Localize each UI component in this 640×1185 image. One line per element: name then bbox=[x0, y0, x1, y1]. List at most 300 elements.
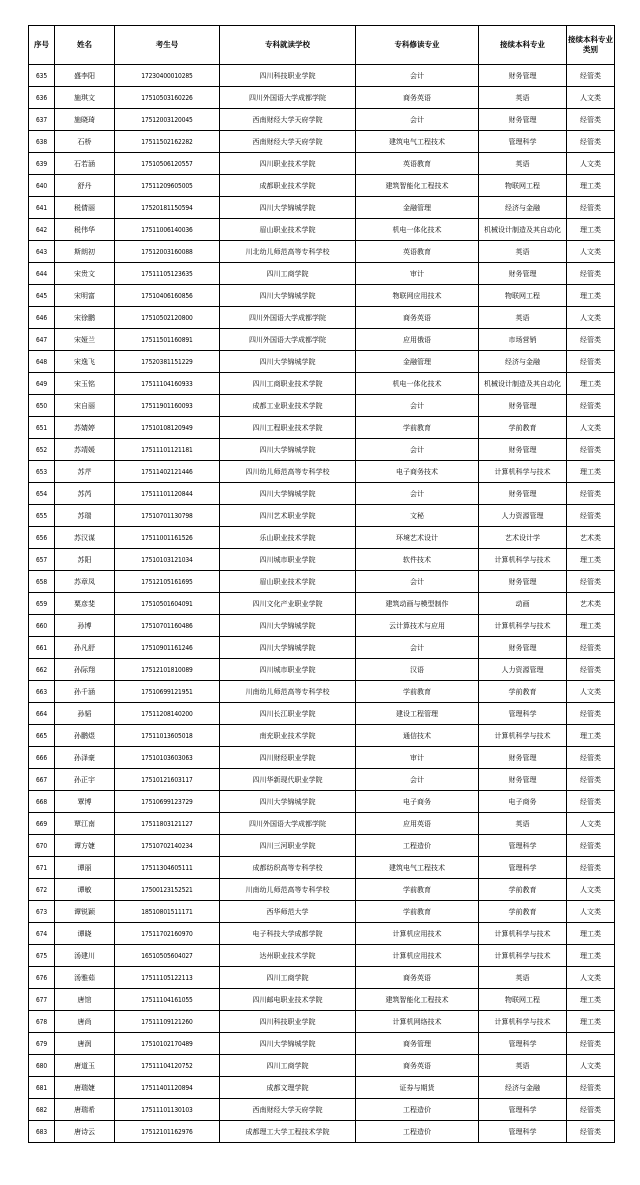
table-row bbox=[29, 1121, 615, 1143]
name-cell: 宋逸飞 bbox=[55, 351, 115, 373]
major-category-cell: 人文类 bbox=[567, 681, 615, 703]
college-cell: 四川邮电职业技术学院 bbox=[220, 989, 356, 1011]
major-category-cell: 经管类 bbox=[567, 505, 615, 527]
major-category-cell: 艺术类 bbox=[567, 527, 615, 549]
table-row bbox=[29, 1099, 615, 1121]
name-cell: 税倩丽 bbox=[55, 197, 115, 219]
major-category-cell: 经管类 bbox=[567, 857, 615, 879]
index-cell: 683 bbox=[29, 1121, 55, 1143]
candidate-number-cell: 17512101162976 bbox=[115, 1121, 220, 1143]
college-major-cell: 文秘 bbox=[356, 505, 479, 527]
name-cell: 孙千涵 bbox=[55, 681, 115, 703]
table-row bbox=[29, 901, 615, 923]
college-major-cell: 商务英语 bbox=[356, 307, 479, 329]
name-cell: 孙泽豪 bbox=[55, 747, 115, 769]
college-major-cell: 商务管理 bbox=[356, 1033, 479, 1055]
table-body bbox=[29, 65, 615, 1143]
candidate-number-cell: 17511105123635 bbox=[115, 263, 220, 285]
table-row bbox=[29, 813, 615, 835]
name-cell: 孙鹏煜 bbox=[55, 725, 115, 747]
index-cell: 675 bbox=[29, 945, 55, 967]
bachelor-major-cell: 电子商务 bbox=[479, 791, 567, 813]
index-cell: 668 bbox=[29, 791, 55, 813]
major-category-cell: 人文类 bbox=[567, 901, 615, 923]
college-cell: 四川外国语大学成都学院 bbox=[220, 329, 356, 351]
table-row bbox=[29, 373, 615, 395]
major-category-cell: 经管类 bbox=[567, 835, 615, 857]
index-cell: 664 bbox=[29, 703, 55, 725]
college-cell: 川北幼儿师范高等专科学校 bbox=[220, 241, 356, 263]
major-category-cell: 理工类 bbox=[567, 549, 615, 571]
major-category-cell: 经管类 bbox=[567, 483, 615, 505]
candidate-number-cell: 17510501604091 bbox=[115, 593, 220, 615]
index-cell: 650 bbox=[29, 395, 55, 417]
bachelor-major-cell: 英语 bbox=[479, 87, 567, 109]
candidate-number-cell: 17511101121181 bbox=[115, 439, 220, 461]
index-cell: 640 bbox=[29, 175, 55, 197]
table-row bbox=[29, 109, 615, 131]
table-row bbox=[29, 131, 615, 153]
major-category-cell: 经管类 bbox=[567, 1099, 615, 1121]
name-cell: 施晓琦 bbox=[55, 109, 115, 131]
table-row bbox=[29, 307, 615, 329]
bachelor-major-cell: 学前教育 bbox=[479, 681, 567, 703]
name-cell: 谭丽 bbox=[55, 857, 115, 879]
college-cell: 四川城市职业学院 bbox=[220, 549, 356, 571]
index-cell: 656 bbox=[29, 527, 55, 549]
college-major-cell: 建筑电气工程技术 bbox=[356, 131, 479, 153]
candidate-number-cell: 17511013605018 bbox=[115, 725, 220, 747]
index-cell: 678 bbox=[29, 1011, 55, 1033]
table-row bbox=[29, 637, 615, 659]
bachelor-major-cell: 财务管理 bbox=[479, 109, 567, 131]
name-cell: 唐馆 bbox=[55, 989, 115, 1011]
table-row bbox=[29, 153, 615, 175]
candidate-number-cell: 17510506120557 bbox=[115, 153, 220, 175]
bachelor-major-cell: 英语 bbox=[479, 813, 567, 835]
college-cell: 四川大学锦城学院 bbox=[220, 197, 356, 219]
college-major-cell: 应用俄语 bbox=[356, 329, 479, 351]
college-cell: 四川科技职业学院 bbox=[220, 1011, 356, 1033]
college-cell: 西南财经大学天府学院 bbox=[220, 131, 356, 153]
major-category-cell: 经管类 bbox=[567, 131, 615, 153]
candidate-number-cell: 17511105122113 bbox=[115, 967, 220, 989]
college-cell: 四川大学锦城学院 bbox=[220, 483, 356, 505]
candidate-number-cell: 17510103603063 bbox=[115, 747, 220, 769]
index-cell: 653 bbox=[29, 461, 55, 483]
name-cell: 汤建川 bbox=[55, 945, 115, 967]
bachelor-major-cell: 财务管理 bbox=[479, 571, 567, 593]
candidate-number-cell: 17510702140234 bbox=[115, 835, 220, 857]
major-category-cell: 人文类 bbox=[567, 417, 615, 439]
college-cell: 四川华新现代职业学院 bbox=[220, 769, 356, 791]
college-major-cell: 环境艺术设计 bbox=[356, 527, 479, 549]
major-category-cell: 理工类 bbox=[567, 923, 615, 945]
table-row bbox=[29, 351, 615, 373]
college-cell: 川南幼儿师范高等专科学校 bbox=[220, 879, 356, 901]
college-cell: 四川幼儿师范高等专科学校 bbox=[220, 461, 356, 483]
table-row bbox=[29, 747, 615, 769]
candidate-number-cell: 17520181150594 bbox=[115, 197, 220, 219]
table-row bbox=[29, 395, 615, 417]
college-major-cell: 应用英语 bbox=[356, 813, 479, 835]
index-cell: 647 bbox=[29, 329, 55, 351]
index-cell: 681 bbox=[29, 1077, 55, 1099]
table-row bbox=[29, 681, 615, 703]
candidate-number-cell: 17511101120844 bbox=[115, 483, 220, 505]
bachelor-major-cell: 管理科学 bbox=[479, 703, 567, 725]
index-cell: 677 bbox=[29, 989, 55, 1011]
college-cell: 西南财经大学天府学院 bbox=[220, 1099, 356, 1121]
table-row bbox=[29, 1011, 615, 1033]
college-cell: 川南幼儿师范高等专科学校 bbox=[220, 681, 356, 703]
major-category-cell: 经管类 bbox=[567, 571, 615, 593]
index-cell: 655 bbox=[29, 505, 55, 527]
index-cell: 674 bbox=[29, 923, 55, 945]
table-row bbox=[29, 769, 615, 791]
candidate-number-cell: 17511803121127 bbox=[115, 813, 220, 835]
bachelor-major-cell: 物联网工程 bbox=[479, 285, 567, 307]
name-cell: 苏章凤 bbox=[55, 571, 115, 593]
candidate-number-cell: 18510801511171 bbox=[115, 901, 220, 923]
header-major-category: 接续本科专业类别 bbox=[567, 26, 615, 65]
table-row bbox=[29, 571, 615, 593]
table-row bbox=[29, 1077, 615, 1099]
name-cell: 覃江南 bbox=[55, 813, 115, 835]
candidate-number-cell: 17510108120949 bbox=[115, 417, 220, 439]
name-cell: 孙韬 bbox=[55, 703, 115, 725]
bachelor-major-cell: 英语 bbox=[479, 967, 567, 989]
candidate-number-cell: 17512105161695 bbox=[115, 571, 220, 593]
college-major-cell: 工程造价 bbox=[356, 1099, 479, 1121]
candidate-number-cell: 17511702160970 bbox=[115, 923, 220, 945]
name-cell: 谭锐颖 bbox=[55, 901, 115, 923]
table-row bbox=[29, 1033, 615, 1055]
candidate-number-cell: 17510502120800 bbox=[115, 307, 220, 329]
index-cell: 665 bbox=[29, 725, 55, 747]
bachelor-major-cell: 计算机科学与技术 bbox=[479, 1011, 567, 1033]
college-cell: 四川艺术职业学院 bbox=[220, 505, 356, 527]
index-cell: 663 bbox=[29, 681, 55, 703]
index-cell: 639 bbox=[29, 153, 55, 175]
major-category-cell: 理工类 bbox=[567, 1011, 615, 1033]
name-cell: 唐诗云 bbox=[55, 1121, 115, 1143]
candidate-number-cell: 17511001161526 bbox=[115, 527, 220, 549]
college-cell: 成都纺织高等专科学校 bbox=[220, 857, 356, 879]
table-row bbox=[29, 285, 615, 307]
index-cell: 657 bbox=[29, 549, 55, 571]
table-row bbox=[29, 923, 615, 945]
index-cell: 680 bbox=[29, 1055, 55, 1077]
bachelor-major-cell: 英语 bbox=[479, 153, 567, 175]
candidate-number-cell: 17512101810089 bbox=[115, 659, 220, 681]
bachelor-major-cell: 财务管理 bbox=[479, 395, 567, 417]
bachelor-major-cell: 计算机科学与技术 bbox=[479, 615, 567, 637]
college-major-cell: 学前教育 bbox=[356, 681, 479, 703]
index-cell: 645 bbox=[29, 285, 55, 307]
major-category-cell: 人文类 bbox=[567, 241, 615, 263]
index-cell: 643 bbox=[29, 241, 55, 263]
college-major-cell: 英语教育 bbox=[356, 153, 479, 175]
name-cell: 苏汉谋 bbox=[55, 527, 115, 549]
candidate-number-cell: 17511104161055 bbox=[115, 989, 220, 1011]
college-major-cell: 建筑电气工程技术 bbox=[356, 857, 479, 879]
index-cell: 652 bbox=[29, 439, 55, 461]
college-major-cell: 工程造价 bbox=[356, 835, 479, 857]
table-row bbox=[29, 791, 615, 813]
index-cell: 635 bbox=[29, 65, 55, 87]
college-major-cell: 建筑智能化工程技术 bbox=[356, 175, 479, 197]
college-major-cell: 商务英语 bbox=[356, 1055, 479, 1077]
index-cell: 667 bbox=[29, 769, 55, 791]
college-major-cell: 电子商务技术 bbox=[356, 461, 479, 483]
college-major-cell: 机电一体化技术 bbox=[356, 219, 479, 241]
college-cell: 四川财经职业学院 bbox=[220, 747, 356, 769]
bachelor-major-cell: 管理科学 bbox=[479, 1033, 567, 1055]
major-category-cell: 人文类 bbox=[567, 1055, 615, 1077]
bachelor-major-cell: 财务管理 bbox=[479, 439, 567, 461]
college-major-cell: 学前教育 bbox=[356, 879, 479, 901]
college-cell: 四川外国语大学成都学院 bbox=[220, 813, 356, 835]
major-category-cell: 理工类 bbox=[567, 989, 615, 1011]
college-major-cell: 会计 bbox=[356, 395, 479, 417]
college-major-cell: 计算机网络技术 bbox=[356, 1011, 479, 1033]
bachelor-major-cell: 学前教育 bbox=[479, 417, 567, 439]
table-row bbox=[29, 461, 615, 483]
candidate-number-cell: 17511208140200 bbox=[115, 703, 220, 725]
college-cell: 达州职业技术学院 bbox=[220, 945, 356, 967]
index-cell: 638 bbox=[29, 131, 55, 153]
college-cell: 四川大学锦城学院 bbox=[220, 791, 356, 813]
name-cell: 唐道玉 bbox=[55, 1055, 115, 1077]
admission-table bbox=[28, 25, 615, 1143]
name-cell: 汤雅茹 bbox=[55, 967, 115, 989]
table-row bbox=[29, 175, 615, 197]
name-cell: 宋玉铭 bbox=[55, 373, 115, 395]
major-category-cell: 经管类 bbox=[567, 747, 615, 769]
name-cell: 盛李阳 bbox=[55, 65, 115, 87]
bachelor-major-cell: 财务管理 bbox=[479, 65, 567, 87]
college-major-cell: 会计 bbox=[356, 483, 479, 505]
major-category-cell: 经管类 bbox=[567, 791, 615, 813]
name-cell: 宋娅兰 bbox=[55, 329, 115, 351]
college-cell: 四川大学锦城学院 bbox=[220, 615, 356, 637]
college-cell: 成都理工大学工程技术学院 bbox=[220, 1121, 356, 1143]
college-cell: 四川工程职业技术学院 bbox=[220, 417, 356, 439]
bachelor-major-cell: 计算机科学与技术 bbox=[479, 549, 567, 571]
college-cell: 四川职业技术学院 bbox=[220, 153, 356, 175]
table-row bbox=[29, 549, 615, 571]
candidate-number-cell: 17512003120045 bbox=[115, 109, 220, 131]
college-cell: 西南财经大学天府学院 bbox=[220, 109, 356, 131]
bachelor-major-cell: 英语 bbox=[479, 1055, 567, 1077]
table-row bbox=[29, 483, 615, 505]
header-candidate-number: 考生号 bbox=[115, 26, 220, 65]
name-cell: 谭方婕 bbox=[55, 835, 115, 857]
bachelor-major-cell: 英语 bbox=[479, 241, 567, 263]
major-category-cell: 经管类 bbox=[567, 1077, 615, 1099]
name-cell: 唐瑞希 bbox=[55, 1099, 115, 1121]
candidate-number-cell: 17511401120894 bbox=[115, 1077, 220, 1099]
index-cell: 660 bbox=[29, 615, 55, 637]
header-name: 姓名 bbox=[55, 26, 115, 65]
bachelor-major-cell: 英语 bbox=[479, 307, 567, 329]
major-category-cell: 理工类 bbox=[567, 945, 615, 967]
candidate-number-cell: 17500123152521 bbox=[115, 879, 220, 901]
candidate-number-cell: 17511402121446 bbox=[115, 461, 220, 483]
index-cell: 673 bbox=[29, 901, 55, 923]
bachelor-major-cell: 经济与金融 bbox=[479, 351, 567, 373]
table-row bbox=[29, 1055, 615, 1077]
candidate-number-cell: 17510901161246 bbox=[115, 637, 220, 659]
table-row bbox=[29, 241, 615, 263]
name-cell: 石桥 bbox=[55, 131, 115, 153]
table-row bbox=[29, 417, 615, 439]
major-category-cell: 人文类 bbox=[567, 87, 615, 109]
college-cell: 西华师范大学 bbox=[220, 901, 356, 923]
major-category-cell: 经管类 bbox=[567, 395, 615, 417]
table-row bbox=[29, 945, 615, 967]
candidate-number-cell: 17511209605005 bbox=[115, 175, 220, 197]
college-cell: 电子科技大学成都学院 bbox=[220, 923, 356, 945]
candidate-number-cell: 17510121603117 bbox=[115, 769, 220, 791]
major-category-cell: 理工类 bbox=[567, 461, 615, 483]
bachelor-major-cell: 物联网工程 bbox=[479, 989, 567, 1011]
major-category-cell: 理工类 bbox=[567, 615, 615, 637]
major-category-cell: 理工类 bbox=[567, 725, 615, 747]
bachelor-major-cell: 管理科学 bbox=[479, 835, 567, 857]
major-category-cell: 理工类 bbox=[567, 219, 615, 241]
table-row bbox=[29, 439, 615, 461]
college-major-cell: 物联网应用技术 bbox=[356, 285, 479, 307]
candidate-number-cell: 17510406160856 bbox=[115, 285, 220, 307]
admission-list-sheet bbox=[28, 25, 614, 1143]
college-major-cell: 会计 bbox=[356, 769, 479, 791]
index-cell: 641 bbox=[29, 197, 55, 219]
header-college-major: 专科修读专业 bbox=[356, 26, 479, 65]
name-cell: 孙博 bbox=[55, 615, 115, 637]
college-cell: 四川大学锦城学院 bbox=[220, 285, 356, 307]
bachelor-major-cell: 计算机科学与技术 bbox=[479, 725, 567, 747]
bachelor-major-cell: 艺术设计学 bbox=[479, 527, 567, 549]
major-category-cell: 经管类 bbox=[567, 263, 615, 285]
candidate-number-cell: 17510699121951 bbox=[115, 681, 220, 703]
name-cell: 苏阳 bbox=[55, 549, 115, 571]
bachelor-major-cell: 管理科学 bbox=[479, 1099, 567, 1121]
header-bachelor-major: 接续本科专业 bbox=[479, 26, 567, 65]
bachelor-major-cell: 财务管理 bbox=[479, 637, 567, 659]
college-cell: 四川外国语大学成都学院 bbox=[220, 87, 356, 109]
index-cell: 642 bbox=[29, 219, 55, 241]
candidate-number-cell: 17511502162282 bbox=[115, 131, 220, 153]
college-major-cell: 会计 bbox=[356, 439, 479, 461]
college-cell: 四川大学锦城学院 bbox=[220, 1033, 356, 1055]
bachelor-major-cell: 财务管理 bbox=[479, 263, 567, 285]
name-cell: 苏芹 bbox=[55, 461, 115, 483]
college-major-cell: 金融管理 bbox=[356, 351, 479, 373]
major-category-cell: 人文类 bbox=[567, 813, 615, 835]
bachelor-major-cell: 人力资源管理 bbox=[479, 505, 567, 527]
name-cell: 唐瑞婕 bbox=[55, 1077, 115, 1099]
college-major-cell: 工程造价 bbox=[356, 1121, 479, 1143]
candidate-number-cell: 17510503160226 bbox=[115, 87, 220, 109]
bachelor-major-cell: 人力资源管理 bbox=[479, 659, 567, 681]
college-major-cell: 会计 bbox=[356, 571, 479, 593]
bachelor-major-cell: 经济与金融 bbox=[479, 197, 567, 219]
candidate-number-cell: 17512003160088 bbox=[115, 241, 220, 263]
college-major-cell: 电子商务 bbox=[356, 791, 479, 813]
college-cell: 四川科技职业学院 bbox=[220, 65, 356, 87]
candidate-number-cell: 17511101130103 bbox=[115, 1099, 220, 1121]
name-cell: 宋贵文 bbox=[55, 263, 115, 285]
major-category-cell: 理工类 bbox=[567, 175, 615, 197]
name-cell: 斯朗初 bbox=[55, 241, 115, 263]
table-row bbox=[29, 615, 615, 637]
candidate-number-cell: 17510699123729 bbox=[115, 791, 220, 813]
college-cell: 眉山职业技术学院 bbox=[220, 219, 356, 241]
index-cell: 671 bbox=[29, 857, 55, 879]
index-cell: 682 bbox=[29, 1099, 55, 1121]
header-index: 序号 bbox=[29, 26, 55, 65]
college-cell: 四川工商学院 bbox=[220, 967, 356, 989]
name-cell: 苏婧婷 bbox=[55, 417, 115, 439]
major-category-cell: 经管类 bbox=[567, 769, 615, 791]
major-category-cell: 人文类 bbox=[567, 879, 615, 901]
bachelor-major-cell: 管理科学 bbox=[479, 857, 567, 879]
table-row bbox=[29, 857, 615, 879]
college-major-cell: 商务英语 bbox=[356, 87, 479, 109]
candidate-number-cell: 17511501160891 bbox=[115, 329, 220, 351]
college-major-cell: 会计 bbox=[356, 65, 479, 87]
college-major-cell: 英语教育 bbox=[356, 241, 479, 263]
index-cell: 672 bbox=[29, 879, 55, 901]
bachelor-major-cell: 学前教育 bbox=[479, 901, 567, 923]
table-row bbox=[29, 197, 615, 219]
index-cell: 654 bbox=[29, 483, 55, 505]
major-category-cell: 经管类 bbox=[567, 65, 615, 87]
table-row bbox=[29, 329, 615, 351]
index-cell: 670 bbox=[29, 835, 55, 857]
table-row bbox=[29, 263, 615, 285]
candidate-number-cell: 17510701130798 bbox=[115, 505, 220, 527]
candidate-number-cell: 17511304605111 bbox=[115, 857, 220, 879]
index-cell: 658 bbox=[29, 571, 55, 593]
major-category-cell: 经管类 bbox=[567, 439, 615, 461]
major-category-cell: 经管类 bbox=[567, 1033, 615, 1055]
table-row bbox=[29, 659, 615, 681]
name-cell: 谭敏 bbox=[55, 879, 115, 901]
index-cell: 661 bbox=[29, 637, 55, 659]
index-cell: 644 bbox=[29, 263, 55, 285]
index-cell: 646 bbox=[29, 307, 55, 329]
college-major-cell: 建设工程管理 bbox=[356, 703, 479, 725]
index-cell: 648 bbox=[29, 351, 55, 373]
bachelor-major-cell: 财务管理 bbox=[479, 747, 567, 769]
candidate-number-cell: 17511109121260 bbox=[115, 1011, 220, 1033]
candidate-number-cell: 17510102170489 bbox=[115, 1033, 220, 1055]
table-row bbox=[29, 65, 615, 87]
major-category-cell: 经管类 bbox=[567, 659, 615, 681]
major-category-cell: 人文类 bbox=[567, 307, 615, 329]
header-college: 专科就读学校 bbox=[220, 26, 356, 65]
candidate-number-cell: 17510103121034 bbox=[115, 549, 220, 571]
major-category-cell: 人文类 bbox=[567, 967, 615, 989]
index-cell: 636 bbox=[29, 87, 55, 109]
table-row bbox=[29, 593, 615, 615]
college-cell: 成都职业技术学院 bbox=[220, 175, 356, 197]
name-cell: 孙凡舒 bbox=[55, 637, 115, 659]
table-row bbox=[29, 219, 615, 241]
